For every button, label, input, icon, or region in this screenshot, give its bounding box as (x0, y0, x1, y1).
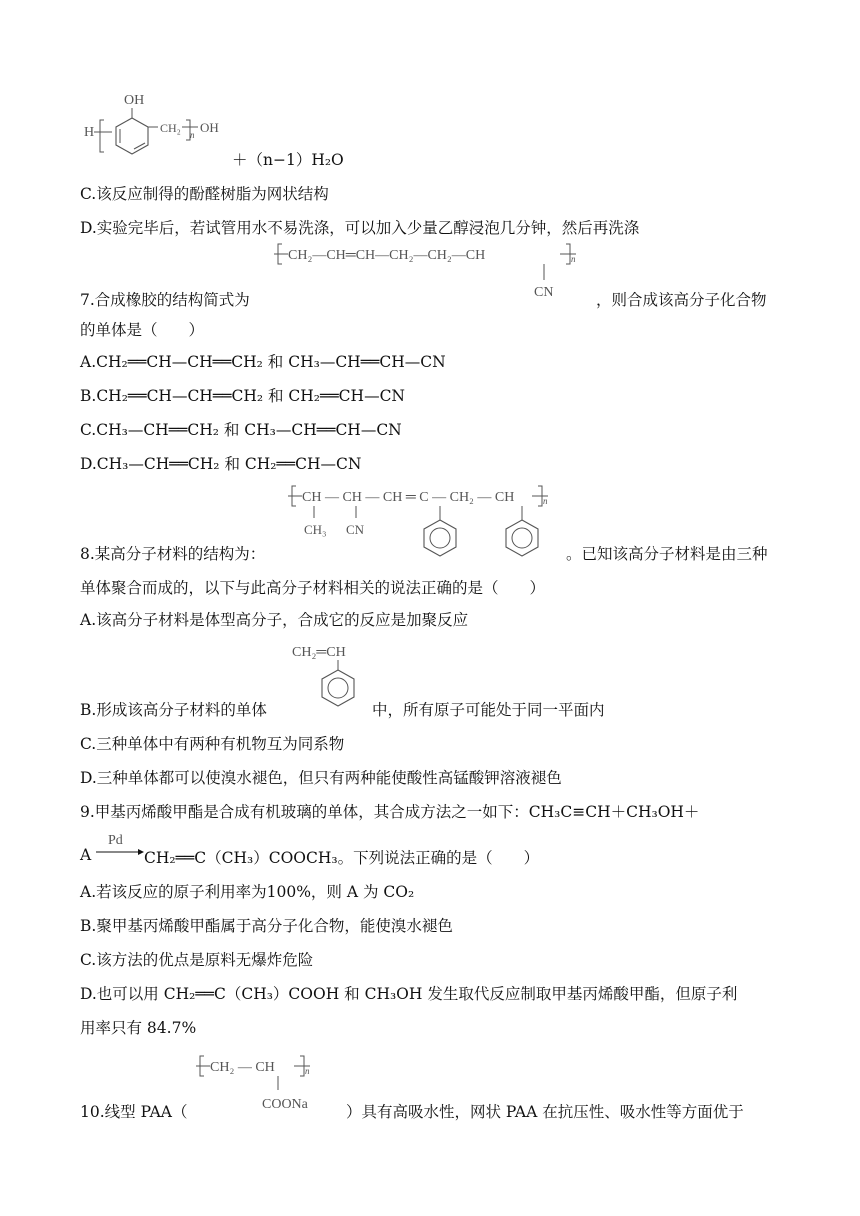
polymer-structure (288, 480, 564, 560)
q6-option-d: D.实验完毕后，若试管用水不易洗涤，可以加入少量乙醇浸泡几分钟，然后再洗涤 (80, 219, 640, 237)
q7-option-a: A.CH₂══CH—CH══CH₂ 和 CH₃—CH══CH—CN (80, 353, 446, 371)
q7-stem-c: 的单体是（ ） (80, 321, 205, 339)
q9-option-d-cont: 用率只有 84.7% (80, 1019, 197, 1037)
q8-option-b-a: B.形成该高分子材料的单体 (80, 701, 267, 719)
ch3-label: CH₃ (304, 522, 327, 537)
n-subscript: n (190, 130, 195, 140)
h-label: H (84, 125, 95, 140)
q7-option-d: D.CH₃—CH══CH₂ 和 CH₂══CH—CN (80, 455, 362, 473)
q10-stem-a: 10.线型 PAA（ (80, 1103, 188, 1121)
q8-stem-c: 单体聚合而成的，以下与此高分子材料相关的说法正确的是（ ） (80, 579, 546, 597)
ch2-label: CH₂ (160, 121, 181, 135)
q9-option-d: D.也可以用 CH₂══C（CH₃）COOH 和 CH₃OH 发生取代反应制取甲基丙烯酸甲酯，但原子利 (80, 985, 738, 1003)
q9-stem-a: 9.甲基丙烯酸甲酯是合成有机玻璃的单体，其合成方法之一如下：CH₃C≡CH＋CH₃OH＋ (80, 803, 700, 821)
styrene-label: CH₂═CH (292, 645, 346, 660)
n-subscript: n (305, 1066, 310, 1076)
q9-option-b: B.聚甲基丙烯酸甲酯属于高分子化合物，能使溴水褪色 (80, 917, 453, 935)
q8-stem-a: 8.某高分子材料的结构为： (80, 545, 266, 563)
q7-stem-b: ，则合成该高分子化合物 (596, 291, 767, 309)
rubber-structure (274, 240, 594, 306)
q8-option-c: C.三种单体中有两种有机物互为同系物 (80, 735, 345, 753)
polymer-chain-label: CH — CH — CH ═ C — CH₂ — CH (302, 490, 515, 505)
oh-end-label: OH (200, 120, 219, 135)
q7-option-b: B.CH₂══CH—CH══CH₂ 和 CH₂══CH—CN (80, 387, 405, 405)
q9-option-c: C.该方法的优点是原料无爆炸危险 (80, 951, 314, 969)
n-subscript: n (571, 254, 576, 264)
q7-stem-a: 7.合成橡胶的结构简式为 (80, 291, 250, 309)
q9-reactant: A (80, 846, 92, 864)
paa-structure (196, 1050, 346, 1120)
q6-equation-tail: ＋（n−1）H₂O (232, 151, 344, 169)
q6-option-c: C.该反应制得的酚醛树脂为网状结构 (80, 185, 329, 203)
styrene-structure (290, 640, 380, 710)
cn-label: CN (534, 285, 554, 300)
q9-option-a: A.若该反应的原子利用率为100%，则 A 为 CO₂ (80, 883, 415, 901)
q8-stem-b: 。已知该高分子材料是由三种 (566, 545, 768, 563)
phenolic-resin-structure (82, 88, 252, 168)
rubber-chain-label: CH₂—CH═CH—CH₂—CH₂—CH (288, 248, 486, 263)
q7-option-c: C.CH₃—CH══CH₂ 和 CH₃—CH══CH—CN (80, 421, 402, 439)
cn-label: CN (346, 522, 365, 537)
q10-stem-b: ）具有高吸水性，网状 PAA 在抗压性、吸水性等方面优于 (346, 1103, 744, 1121)
reaction-arrow (94, 830, 144, 862)
coona-label: COONa (262, 1097, 308, 1112)
q8-option-a: A.该高分子材料是体型高分子，合成它的反应是加聚反应 (80, 611, 469, 629)
q8-option-d: D.三种单体都可以使溴水褪色，但只有两种能使酸性高锰酸钾溶液褪色 (80, 769, 562, 787)
q8-option-b-b: 中，所有原子可能处于同一平面内 (372, 701, 605, 719)
catalyst-label: Pd (108, 833, 123, 848)
q9-stem-b: CH₂══C（CH₃）COOCH₃。下列说法正确的是（ ） (144, 849, 540, 867)
n-subscript: n (543, 496, 548, 506)
paa-chain-label: CH₂ — CH (210, 1060, 275, 1075)
oh-top-label: OH (124, 93, 145, 108)
